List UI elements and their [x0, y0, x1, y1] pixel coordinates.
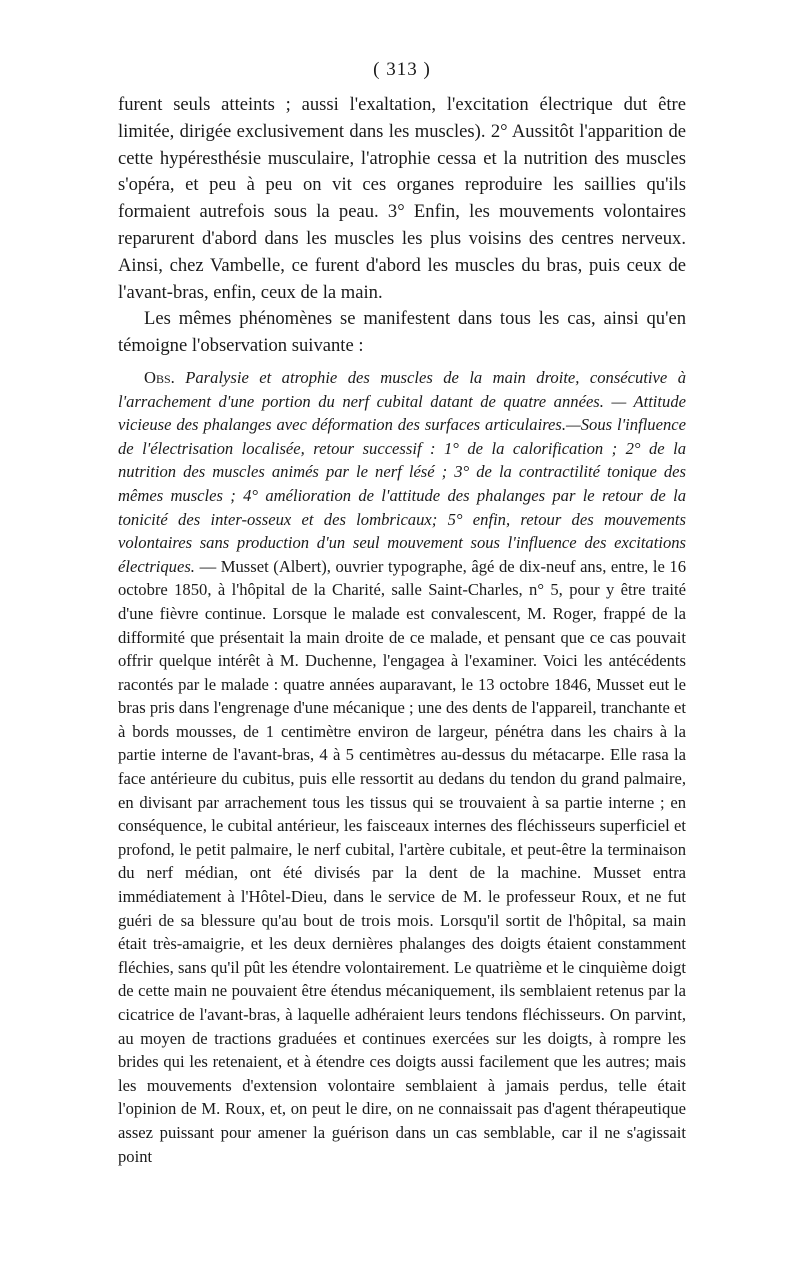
page-number: ( 313 ) — [373, 59, 431, 80]
paragraph-continuation: furent seuls atteints ; aussi l'exaltation, l'excitation électrique dut être limitée, dirigée exclusivement dans les muscles). 2° Aussitôt l'apparition de cette hypéresthésie musculaire, l'atrophie cessa et la nutrition des muscles s'opéra, et peu à peu on vit ces organes reproduire les saillies qu'ils formaient autrefois sous la peau. 3° Enfin, les mouvements volontaires reparurent d'abord dans les muscles les plus voisins des centres nerveux. Ainsi, chez Vambelle, ce furent d'abord les muscles du bras, puis ceux de l'avant-bras, enfin, ceux de la main. — [118, 94, 686, 303]
observation-title: Paralysie et atrophie des muscles de la main droite, consécutive à l'arrachement d'une portion du nerf cubital datant de quatre années. — Attitude vicieuse des phalanges avec déformation des surfaces articulaires.—Sous l'influence de l'électrisation localisée, retour successif : 1° de la calorification ; 2° de la nutrition des muscles animés par le nerf lésé ; 3° de la contractilité tonique des mêmes muscles ; 4° amélioration de l'attitude des phalanges par le retour de la tonicité des inter-osseux et des lombricaux; 5° enfin, retour des mouvements volontaires sans production d'un seul mouvement sous l'influence des excitations électriques. — [118, 367, 686, 576]
observation-paragraph — [118, 366, 686, 1168]
paragraph-intro-observation: Les mêmes phénomènes se manifestent dans tous les cas, ainsi qu'en témoigne l'observation suivante : — [118, 308, 686, 357]
observation-label: Obs. — [144, 367, 175, 387]
observation-body: — Musset (Albert), ouvrier typographe, âgé de dix-neuf ans, entre, le 16 octobre 1850, à l'hôpital de la Charité, salle Saint-Charles, n° 5, pour y être traité d'une fièvre continue. Lorsque le malade est convalescent, M. Roger, frappé de la difformité que présentait la main droite de ce malade, et pensant que ce cas pouvait offrir quelque intérêt à M. Duchenne, l'engagea à l'examiner. Voici les antécédents racontés par le malade : quatre années auparavant, le 13 octobre 1846, Musset eut le bras pris dans l'engrenage d'une mécanique ; une des dents de l'appareil, tranchante et à bords mousses, de 1 centimètre environ de largeur, pénétra dans les chairs à la partie interne de l'avant-bras, 4 à 5 centimètres au-dessus du métacarpe. Elle rasa la face antérieure du cubitus, puis elle ressortit au dedans du tendon du grand palmaire, en divisant par arrachement tous les tissus qui se trouvaient à sa partie interne ; en conséquence, le cubital antérieur, les faisceaux internes des fléchisseurs superficiel et profond, le petit palmaire, le nerf cubital, l'artère cubitale, et peut-être la terminaison du nerf médian, ont été divisés par la dent de la machine. Musset entra immédiatement à l'Hôtel-Dieu, dans le service de M. le professeur Roux, et ne fut guéri de sa blessure qu'au bout de trois mois. Lorsqu'il sortit de l'hôpital, sa main était très-amaigrie, et les deux dernières phalanges des doigts étaient constamment fléchies, sans qu'il pût les étendre volontairement. Le quatrième et le cinquième doigt de cette main ne pouvaient être étendus mécaniquement, ils semblaient retenus par la cicatrice de l'avant-bras, à laquelle adhéraient leurs tendons fléchisseurs. On parvint, au moyen de tractions graduées et continues exercées sur les doigts, à rompre les brides qui les retenaient, et à étendre ces doigts aussi facilement que les autres; mais les mouvements d'extension volontaire semblaient à jamais perdus, telle était l'opinion de M. Roux, et, on peut le dire, on ne connaissait pas d'agent thérapeutique assez puissant pour amener la guérison dans un cas semblable, car il ne s'agissait point — [118, 556, 687, 1166]
book-page — [118, 58, 686, 1168]
